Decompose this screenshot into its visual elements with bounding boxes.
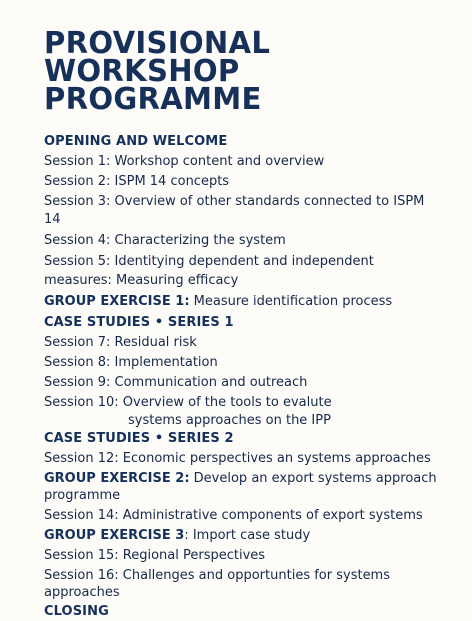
page-title xyxy=(44,26,459,117)
session-item: Session 7: Residual risk xyxy=(44,335,197,350)
section-heading-opening: OPENING AND WELCOME xyxy=(44,134,228,149)
section-heading-closing: CLOSING xyxy=(44,604,109,619)
group-exercise-label: GROUP EXERCISE 3 xyxy=(44,528,185,543)
session-item: Session 9: Communication and outreach xyxy=(44,375,308,390)
section-heading-case-studies-1: CASE STUDIES • SERIES 1 xyxy=(44,315,234,330)
session-item: Session 5: Identitying dependent and independent measures: Measuring efficacy xyxy=(44,254,374,288)
session-item: Session 16: Challenges and opportunties for systems approaches xyxy=(44,568,390,600)
section-heading-case-studies-2: CASE STUDIES • SERIES 2 xyxy=(44,431,234,446)
group-exercise-text: : Import case study xyxy=(184,528,311,543)
title-line: PROVISIONAL xyxy=(44,26,271,61)
session-item: Session 8: Implementation xyxy=(44,355,218,370)
title-line: PROGRAMME xyxy=(44,82,262,117)
session-item: Session 14: Administrative components of export systems xyxy=(44,508,423,523)
group-exercise-label: GROUP EXERCISE 2: xyxy=(44,471,190,486)
session-item: Session 1: Workshop content and overview xyxy=(44,154,325,169)
group-exercise-item xyxy=(44,470,456,504)
group-exercise-item xyxy=(44,527,464,545)
session-item: Session 4: Characterizing the system xyxy=(44,233,286,248)
title-line: WORKSHOP xyxy=(44,54,240,89)
session-item: Session 15: Regional Perspectives xyxy=(44,548,266,563)
group-exercise-text: Develop an export systems approach programme xyxy=(44,471,437,503)
session-line: Session 10: Overview of the tools to evalute xyxy=(44,395,332,410)
session-item: Session 12: Economic perspectives an systems approaches xyxy=(44,451,431,466)
group-exercise-label: GROUP EXERCISE 1: xyxy=(44,294,190,309)
session-line: systems approaches on the IPP xyxy=(128,413,331,428)
group-exercise-item xyxy=(44,293,464,311)
group-exercise-text: Measure identification process xyxy=(189,294,393,309)
session-item xyxy=(44,394,464,430)
agenda-list xyxy=(44,133,464,621)
session-item: Session 2: ISPM 14 concepts xyxy=(44,174,230,189)
session-item: Session 3: Overview of other standards connected to ISPM 14 xyxy=(44,194,425,227)
